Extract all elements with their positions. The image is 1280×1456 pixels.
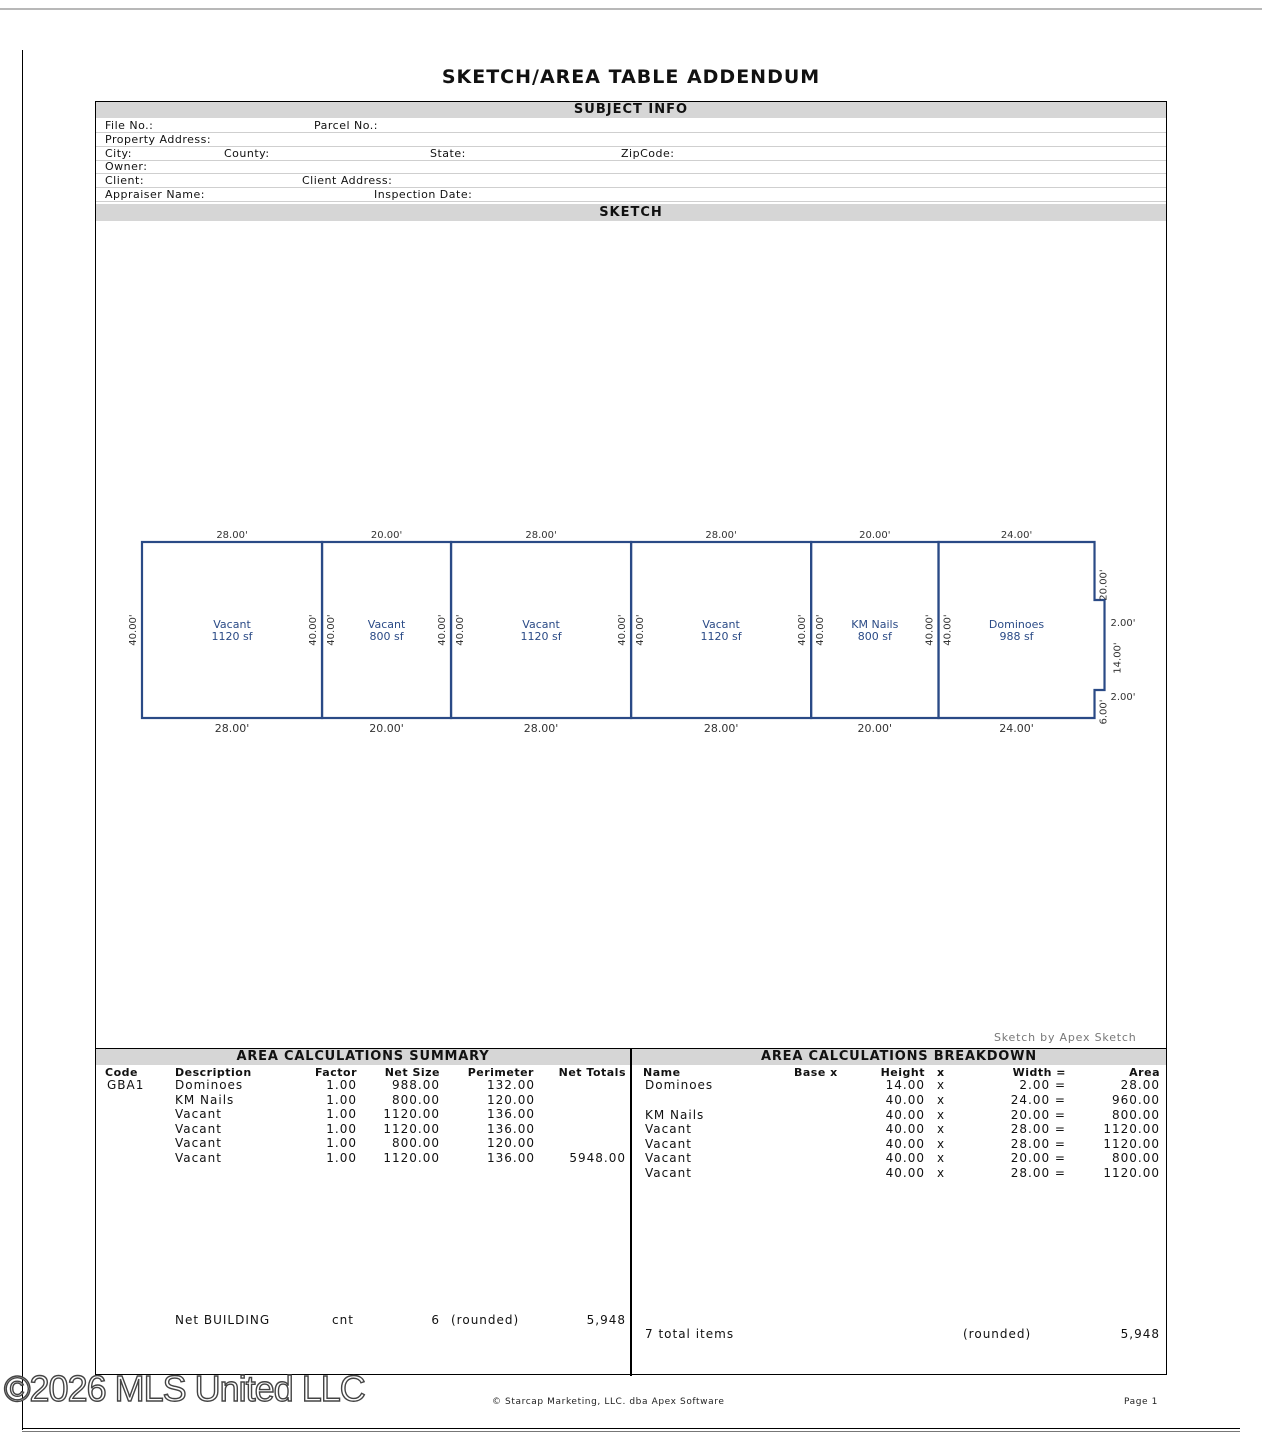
property-address-label: Property Address: (105, 133, 212, 146)
breakdown-total-value: 5,948 (1120, 1327, 1160, 1341)
client-label: Client: (105, 174, 145, 187)
dimension-top: 28.00' (705, 530, 737, 541)
summary-cell-factor: 1.00 (326, 1136, 357, 1151)
dimension-top: 20.00' (370, 530, 403, 541)
summary-cell-factor: 1.00 (326, 1078, 357, 1092)
breakdown-cell-height: 40.00 (885, 1137, 925, 1151)
summary-cell-net-size: 988.00 (392, 1078, 440, 1092)
summary-cell-description: Vacant (175, 1121, 222, 1136)
unit-area: 988 sf (999, 630, 1034, 643)
breakdown-cell-name: Vacant (645, 1151, 692, 1165)
page-title: SKETCH/AREA TABLE ADDENDUM (441, 66, 821, 88)
summary-cnt-label: cnt (332, 1313, 354, 1327)
breakdown-cell-height: 40.00 (885, 1108, 925, 1122)
dimension-bottom: 28.00' (523, 722, 559, 735)
unit-area: 1120 sf (700, 630, 742, 643)
dimension-bottom: 28.00' (703, 722, 739, 735)
summary-net-label: Net BUILDING (175, 1313, 271, 1327)
unit-area: 800 sf (857, 630, 892, 643)
summary-cell-net-size: 1120.00 (383, 1151, 440, 1165)
dimension-bottom: 20.00' (369, 722, 404, 735)
client-address-label: Client Address: (302, 174, 393, 187)
breakdown-cell-name: Vacant (645, 1122, 692, 1136)
breakdown-cell-width: 28.00 = (1010, 1166, 1066, 1180)
owner-label: Owner: (105, 160, 148, 173)
breakdown-cell-x: x (937, 1137, 946, 1151)
sketch-header: SKETCH (96, 204, 1166, 221)
breakdown-cell-area: 800.00 (1112, 1151, 1160, 1165)
dimension-right: 40.00' (437, 614, 449, 646)
dimension-right: 40.00' (308, 614, 320, 646)
breakdown-cell-width: 28.00 = (1010, 1137, 1066, 1151)
dimension-right: 40.00' (617, 614, 629, 646)
dimension-bottom: 20.00' (857, 722, 893, 735)
tables-divider (630, 1048, 632, 1376)
summary-cell-perimeter: 132.00 (487, 1078, 535, 1092)
summary-rounded-label: (rounded) (451, 1313, 520, 1327)
breakdown-cell-x: x (937, 1078, 946, 1092)
dimension-bump-step-top: 2.00' (1110, 618, 1136, 629)
breakdown-cell-area: 800.00 (1112, 1108, 1160, 1122)
mls-watermark: ©2026 MLS United LLC (4, 1368, 365, 1409)
breakdown-cell-area: 1120.00 (1103, 1122, 1160, 1136)
summary-col-perimeter: Perimeter (467, 1066, 534, 1079)
unit-name: KM Nails (851, 618, 899, 631)
summary-cell-description: Vacant (175, 1136, 222, 1151)
summary-cell-net-size: 1120.00 (383, 1121, 440, 1136)
dimension-top: 24.00' (1000, 530, 1033, 541)
summary-header: AREA CALCULATIONS SUMMARY (96, 1049, 630, 1065)
summary-cell-code: GBA1 (107, 1078, 145, 1092)
dimension-bottom: 28.00' (214, 722, 250, 735)
breakdown-cell-x: x (937, 1166, 946, 1180)
dimension-right: 40.00' (797, 614, 809, 646)
dimension-left: 40.00' (635, 614, 647, 646)
unit-area: 1120 sf (520, 630, 562, 643)
summary-cell-perimeter: 136.00 (487, 1121, 535, 1136)
breakdown-col-x: x (937, 1066, 945, 1079)
breakdown-cell-height: 40.00 (885, 1122, 925, 1136)
breakdown-cell-width: 2.00 = (1019, 1078, 1066, 1092)
summary-cell-net-size: 800.00 (392, 1136, 440, 1151)
unit-area: 800 sf (369, 630, 404, 643)
breakdown-cell-name: Vacant (645, 1166, 692, 1180)
summary-net-value: 5,948 (586, 1313, 626, 1327)
summary-cell-description: KM Nails (175, 1092, 235, 1107)
summary-col-description: Description (175, 1066, 252, 1079)
summary-col-net-size: Net Size (384, 1066, 440, 1079)
dimension-left: 40.00' (326, 614, 338, 646)
breakdown-col-area: Area (1129, 1066, 1160, 1079)
breakdown-cell-width: 28.00 = (1010, 1122, 1066, 1136)
dimension-bump-upper: 20.00' (1098, 569, 1110, 601)
breakdown-rounded-label: (rounded) (963, 1327, 1032, 1341)
breakdown-cell-x: x (937, 1093, 946, 1107)
footer-page: Page 1 (1124, 1397, 1158, 1407)
dimension-top: 28.00' (525, 530, 557, 541)
summary-cell-factor: 1.00 (326, 1107, 357, 1122)
unit-name: Vacant (702, 618, 740, 631)
summary-cell-perimeter: 136.00 (487, 1107, 535, 1122)
unit-name: Dominoes (988, 618, 1045, 631)
breakdown-cell-height: 14.00 (885, 1078, 925, 1092)
subject-info-header: SUBJECT INFO (96, 102, 1166, 118)
dimension-top: 20.00' (859, 530, 891, 541)
unit-name: Vacant (522, 618, 560, 631)
breakdown-col-base: Base x (794, 1066, 838, 1079)
breakdown-cell-area: 960.00 (1112, 1093, 1160, 1107)
sketch-credit: Sketch by Apex Sketch (994, 1031, 1137, 1044)
summary-cell-net-size: 1120.00 (383, 1107, 440, 1122)
summary-col-code: Code (105, 1066, 138, 1079)
breakdown-cell-width: 20.00 = (1010, 1108, 1066, 1122)
county-label: County: (224, 147, 270, 160)
summary-col-factor: Factor (314, 1066, 357, 1079)
inspection-date-label: Inspection Date: (374, 188, 473, 201)
summary-cell-net-size: 800.00 (392, 1092, 440, 1107)
dimension-bottom: 24.00' (999, 722, 1034, 735)
dimension-left: 40.00' (128, 614, 139, 646)
dimension-top: 28.00' (216, 530, 248, 541)
summary-cell-perimeter: 120.00 (487, 1136, 535, 1151)
appraiser-name-label: Appraiser Name: (105, 188, 205, 201)
summary-col-net-totals: Net Totals (558, 1066, 626, 1079)
summary-cell-description: Vacant (175, 1107, 222, 1122)
breakdown-col-width: Width = (1012, 1066, 1066, 1079)
summary-cell-factor: 1.00 (326, 1092, 357, 1107)
footer-copyright: © Starcap Marketing, LLC. dba Apex Software (492, 1397, 725, 1407)
summary-cell-factor: 1.00 (326, 1121, 357, 1136)
breakdown-cell-width: 20.00 = (1010, 1151, 1066, 1165)
dimension-left: 40.00' (942, 614, 954, 646)
dimension-bump-step-bottom: 2.00' (1110, 692, 1136, 703)
dimension-left: 40.00' (455, 614, 467, 646)
dimension-right: 40.00' (924, 614, 936, 646)
breakdown-cell-area: 1120.00 (1103, 1137, 1160, 1151)
breakdown-cell-height: 40.00 (885, 1093, 925, 1107)
breakdown-total-items: 7 total items (645, 1327, 735, 1341)
breakdown-cell-width: 24.00 = (1010, 1093, 1066, 1107)
breakdown-col-name: Name (643, 1066, 681, 1079)
summary-cell-description: Dominoes (175, 1078, 244, 1092)
breakdown-cell-name: KM Nails (645, 1108, 705, 1122)
breakdown-cell-name: Dominoes (645, 1078, 714, 1092)
summary-cell-perimeter: 136.00 (487, 1151, 535, 1165)
breakdown-cell-height: 40.00 (885, 1151, 925, 1165)
dimension-bump-lower: 6.00' (1098, 699, 1110, 725)
dimension-bump-middle: 14.00' (1112, 642, 1124, 674)
unit-area: 1120 sf (211, 630, 253, 643)
state-label: State: (430, 147, 466, 160)
summary-cell-net-total: 5948.00 (569, 1151, 626, 1165)
breakdown-cell-height: 40.00 (885, 1166, 925, 1180)
zipcode-label: ZipCode: (621, 147, 675, 160)
city-label: City: (105, 147, 132, 160)
breakdown-cell-x: x (937, 1151, 946, 1165)
parcel-no-label: Parcel No.: (314, 119, 378, 132)
summary-cell-factor: 1.00 (326, 1151, 357, 1165)
breakdown-col-height: Height (880, 1066, 925, 1079)
file-no-label: File No.: (105, 119, 154, 132)
summary-cell-perimeter: 120.00 (487, 1092, 535, 1107)
summary-cnt-value: 6 (431, 1313, 440, 1327)
breakdown-cell-name: Vacant (645, 1137, 692, 1151)
breakdown-cell-x: x (937, 1108, 946, 1122)
breakdown-header: AREA CALCULATIONS BREAKDOWN (632, 1049, 1166, 1065)
summary-cell-description: Vacant (175, 1151, 222, 1165)
unit-name: Vacant (367, 618, 406, 631)
dimension-left: 40.00' (815, 614, 827, 646)
unit-name: Vacant (213, 618, 251, 631)
breakdown-cell-area: 28.00 (1120, 1078, 1160, 1092)
breakdown-cell-area: 1120.00 (1103, 1166, 1160, 1180)
breakdown-cell-x: x (937, 1122, 946, 1136)
